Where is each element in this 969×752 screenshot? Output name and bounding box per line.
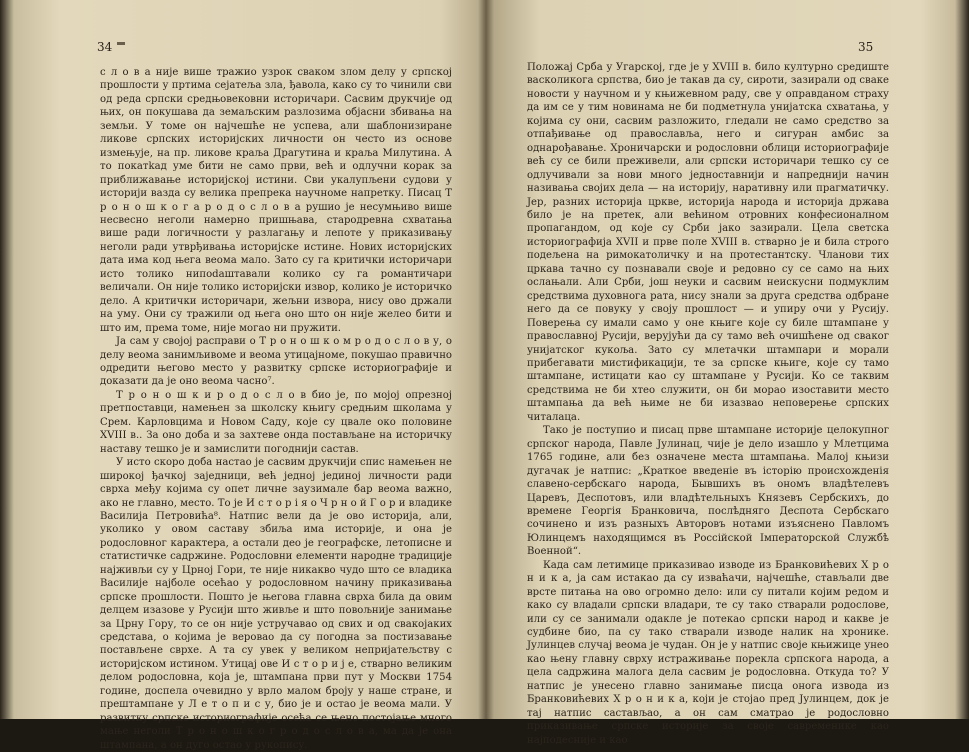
paragraph: Ја сам у својој расправи о Т р о н о ш к о м р о д о с л о в у, о делу веома занимљивоме и веома утицајноме, покушао правично одредити његово место у развитку српске историографије и доказати да је оно веома часно⁷. bbox=[100, 336, 452, 388]
page-header-mark bbox=[117, 42, 125, 45]
left-page-text bbox=[100, 66, 452, 752]
paragraph: Т р о н о ш к и р о д о с л о в био је, по мојој опрезној претпоставци, намењен за школску књигу средњим школама у Срем. Карловцима и Новом Саду, које су цвале око половине XVIII в.. За оно доба и за захтеве онда постављане на историчку наставу тешко је и замислити погоднији састав. bbox=[100, 389, 452, 455]
paragraph: У исто скоро доба настао је сасвим друкчији спис намењен не широкој ђачкој заједници, већ једној јединој личности ради сврха међу којима су опет личне заузимале бар веома важно, ако не главно, место. То је И с т о р і я о Ч р н о й Г о р и владике Василија Петровића⁸. Натпис вели да је ово историја, али, уколико у овом саставу збиља има историје, и она је родословног карактера, а остали део је географске, летописне и статистичке садржине. Родословни елементи народне традиције најживљи су у Црној Гори, те није никакво чудо што се владика Василије најболе осећао у родословном начину приказивања српске прошлости. Поштo је његова главна сврха била да овим делцем изазове у Русији што живље и што повољније занимање за Црну Гору, то се он није устручавао од свих и од свакојаких средстава, о којима је веровао да су погодна за постизавање постављене сврхе. А та су увек у великом непријатељству с историјском истином. Утицај ове И с т о р и ј е, стварно великим делом родословна, која је, штампана први пут у Москви 1754 године, доспела очевидно у врло малом броју у наше стране, и прештампане у Л е т о п и с у, био је и остао је веома мали. У развитку српске историографије осећа се њено постојање много мање неголи Т р о н о ш к о г р о д о с л о в а, ма да је она штампана, а он дуго остао у рукопису. bbox=[100, 457, 452, 751]
paragraph: Положај Срба у Угарској, где је у XVIII в. било културно средиште васколикога српства, био је такав да су, сироти, зазирали од сваке новости у научном и у књижевном раду, све у оправданом страху да им се у тим новинама не би подметнула унијатска схватања, у којима су они, сасвим разложито, гледали не само средство за отпађивање од православља, него и сигуран амбис за однарођавање. Хроничарски и родословни облици историографије већ су се били преживели, али српски историчари тешко су се одлучивали за нови много једноставнији и напреднији начин називања својих дела — на историју, наративну или прагматичку. Јер, разних историја цркве, историја народа и историја држава било је на претек, али већином отровних конфесионалном пропагандом, од које су Срби јако зазирали. Цела светска историографија XVII и прве поле XVIII в. стварно је и била строго подељена на римокатоличку и на протестантску. Чланови тих цркава тачно су познавали своје и редовно су се само на њих ослањали. Али Срби, још неуки и сасвим неискусни подмуклим средствима духовнога рата, нису знали за друга средства одбране него да се повуку у своју прошлост — и упиру очи у Русију. Поверења су имали само у оне књиге које су биле штампане у православној Русији, верујући да су тамо већ очишћене од сваког унијатског кукоља. Зато су млетачки штампари и морали прибегавати мистификацији, те за српске књиге, које су тамо штампане, истицати као су штампане у Русији. Ко се таквим средствима не би хтео служити, он би морао изоставити место штампања да већ њиме не би изазвао неповерење српских читалаца. bbox=[527, 62, 889, 423]
paragraph: Тако је поступио и писац прве штампане историје целокупног српског народа, Павле Јулинац, чије је дело изашло у Млетцима 1765 године, али без означене места штампања. Малој књизи дугачак је натпис: „Краткое введеніе въ історію происхожденія славено-сербскаго народа, Бывшихъ въ ономъ владѣтелевъ Царевъ, Деспотовъ, или владѣтельныхъ Князевъ Сербскихъ, до времене Георгія Бранковича, послѣдняго Деспота Сербскаго сочинено и изъ разныхъ Авторовъ нотами изъяснено Павломъ Юлинцемъ находящимся въ Россійской Імператорской Службѣ Военной“. bbox=[527, 425, 889, 558]
page-number-right: 35 bbox=[858, 40, 874, 54]
page-number-left: 34 bbox=[97, 40, 113, 54]
left-page bbox=[0, 0, 484, 751]
right-page-text bbox=[527, 61, 889, 747]
paragraph: с л о в а није више тражио узрок сваком злом делу у српској прошлости у пртима сејатеља зла, ђавола, како су то чинили сви од реда српски средњовековни историчари. Сасвим друкчије од њих, он покушава да земаљским разлозима објасни збивања на земљи. У томе он најчешће не успева, али шаблонизиране ликове српских историјских личности он често из основе измењује, на пр. ликове краља Драгутина и краља Милутина. А то покатkад уме бити не само први, већ и одлучни корак за приближавање историјској истини. Сви укалупљени судови у историји вазда су велика препрека научноме напретку. Писац Т р о н о ш к о г а р о д о с л о в а рушио је несумњиво више несвесно неголи намерно пришњава, стародревна схватања више ради логичности у разлагању и лепоте у приказивању неголи ради утврђивања историјске истине. Нових историјских дата има код њега веома мало. Зато су га критички историчари исто толико нипodaштавали колико су га романтичари величали. Он није толико историјски извор, колико је историчко дело. А критички историчари, жељни извора, нису ово држали на уму. Они су тражили од њега оно што он није желео бити и што им, према томе, није могао ни пружити. bbox=[100, 67, 452, 334]
right-page bbox=[486, 0, 969, 746]
paragraph: Када сам летимице приказивао изводе из Бранковићевих Х р о н и к а, ја сам истакао да су изваћачи, најчешће, стављали две врсте питања на ово огромно дело: или су питали којим редом и како су владали српски владари, те су тако стварали родослове, или су се занимали одакле је потекао српски народ и какве је судбине био, па су тако стварали изводе налик на хронике. Јулинцев случај веома је чудан. Он је у натпис своје књижице унео као њену главну сврху истраживање порекла српскога народа, а цела садржина малога дела сасвим је родословна. Откуда то? У натпис је унесено главно занимање писца онога извода из Бранковићевих Х р о н и к а, који је стојао пред Јулинцем, док је тај натпис састављао, а он сам сматрао је родословно приказивање српске историје за своје савременике као најподесније и као bbox=[527, 559, 889, 746]
